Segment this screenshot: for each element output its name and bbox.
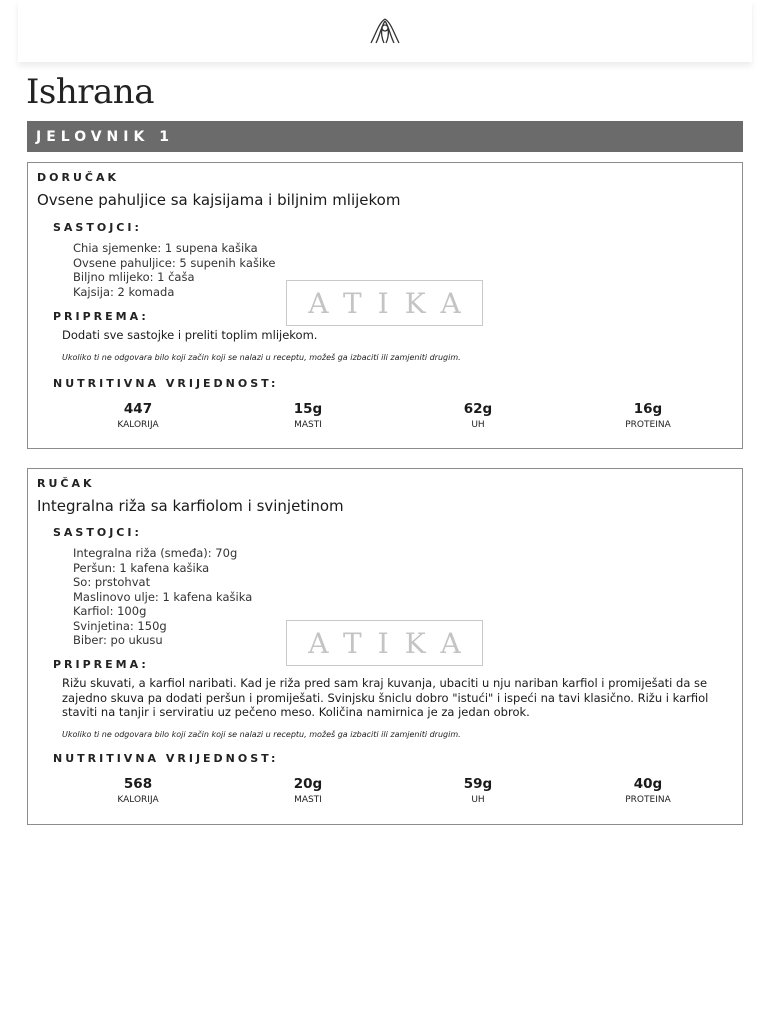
preparation-label: PRIPREMA: [53, 658, 149, 671]
page-title: Ishrana [26, 72, 154, 112]
watermark-logo: ATIKA [286, 620, 483, 666]
ingredients-label: SASTOJCI: [53, 221, 142, 234]
ingredient-item: Chia sjemenke: 1 supena kašika [73, 241, 258, 255]
stat-value: 568 [123, 776, 153, 792]
nutrition-label: NUTRITIVNA VRIJEDNOST: [53, 752, 279, 765]
preparation-label: PRIPREMA: [53, 310, 149, 323]
stat-value: 16g [633, 401, 663, 417]
stat-label: UH [471, 420, 485, 430]
ingredients-list [73, 546, 252, 648]
stat-value: 40g [633, 776, 663, 792]
stat-label: UH [471, 795, 485, 805]
stat-fat [248, 401, 368, 430]
meal-type-label: RUČAK [37, 477, 95, 490]
meal-name: Ovsene pahuljice sa kajsijama i biljnim mlijekom [37, 191, 401, 209]
ingredient-item: Svinjetina: 150g [73, 618, 167, 633]
stat-calories [78, 401, 198, 430]
meal-name: Integralna riža sa karfiolom i svinjetinom [37, 497, 344, 515]
watermark-logo: ATIKA [286, 280, 483, 326]
stat-fat [248, 776, 368, 805]
ingredient-item: Ovsene pahuljice: 5 supenih kašike [73, 255, 276, 270]
stat-carbs [418, 776, 538, 805]
stat-label: MASTI [294, 420, 322, 430]
hair-silhouette-logo-icon[interactable] [365, 15, 405, 47]
stat-value: 447 [123, 401, 153, 417]
stat-label: MASTI [294, 795, 322, 805]
stat-label: KALORIJA [117, 420, 159, 430]
meal-card-breakfast [27, 162, 743, 449]
stat-label: KALORIJA [117, 795, 159, 805]
substitution-note: Ukoliko ti ne odgovara bilo koji začin koji se nalazi u receptu, možeš ga izbaciti ili zamjeniti drugim. [62, 730, 461, 739]
ingredient-item: Peršun: 1 kafena kašika [73, 560, 210, 575]
ingredient-item: Karfiol: 100g [73, 604, 147, 618]
stat-protein [588, 401, 708, 430]
stat-carbs [418, 401, 538, 430]
stat-label: PROTEINA [625, 795, 671, 805]
nutrition-stats [28, 776, 744, 816]
stat-value: 62g [463, 401, 493, 417]
meal-type-label: DORUČAK [37, 171, 119, 184]
stat-value: 20g [293, 776, 323, 792]
preparation-text: Dodati sve sastojke i preliti toplim mlijekom. [62, 328, 318, 342]
ingredient-item: Maslinovo ulje: 1 kafena kašika [73, 589, 253, 604]
menu-title-bar [27, 121, 743, 152]
ingredient-item: Biljno mlijeko: 1 čaša [73, 270, 195, 284]
ingredients-label: SASTOJCI: [53, 526, 142, 539]
top-header [18, 0, 752, 62]
meal-card-lunch [27, 468, 743, 825]
stat-label: PROTEINA [625, 420, 671, 430]
nutrition-label: NUTRITIVNA VRIJEDNOST: [53, 377, 279, 390]
preparation-text: Rižu skuvati, a karfiol naribati. Kad je riža pred sam kraj kuvanja, ubaciti u nju nariban karfiol i promiješati da se zajedno skuva pa dodati peršun i promiješati. Svinjsku šniclu dobro "istući" i ispeći na tavi klasično. Rižu i karfiol staviti na tanjir i serviratiu uz pečeno meso. Količina namirnica je za jedan obrok. [62, 676, 709, 719]
stat-value: 59g [463, 776, 493, 792]
ingredient-item: Biber: po ukusu [73, 633, 163, 647]
ingredient-item: Kajsija: 2 komada [73, 284, 175, 299]
substitution-note: Ukoliko ti ne odgovara bilo koji začin koji se nalazi u receptu, možeš ga izbaciti ili zamjeniti drugim. [62, 353, 461, 362]
ingredient-item: Integralna riža (smeđa): 70g [73, 546, 238, 560]
ingredient-item: So: prstohvat [73, 575, 151, 589]
stat-value: 15g [293, 401, 323, 417]
ingredients-list [73, 241, 275, 299]
menu-title: JELOVNIK 1 [36, 128, 174, 145]
nutrition-stats [28, 401, 744, 441]
stat-protein [588, 776, 708, 805]
stat-calories [78, 776, 198, 805]
